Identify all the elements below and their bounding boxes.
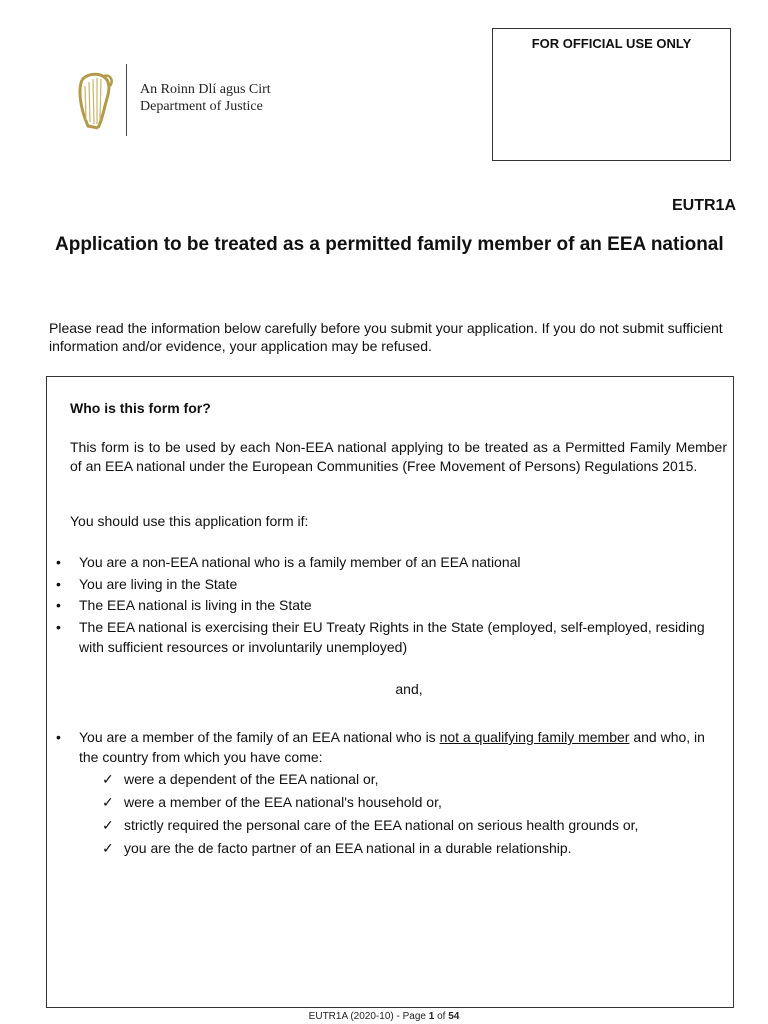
- department-name-irish: An Roinn Dlí agus Cirt: [140, 82, 271, 97]
- form-code: EUTR1A: [671, 197, 736, 214]
- official-use-box: [492, 28, 731, 161]
- check-item: ✓ you are the de facto partner of an EEA national in a durable relationship.: [102, 837, 722, 860]
- harp-icon: [74, 70, 114, 132]
- list-item: • The EEA national is living in the State: [56, 595, 726, 617]
- footer-page-number: 1: [428, 1011, 435, 1022]
- list-item-text: and who, in the country from which you have come:: [79, 729, 705, 765]
- department-logo: [74, 64, 304, 138]
- intro-text: Please read the information below carefully before you submit your application. If you do not submit sufficient information and/or evidence, your application may be refused.: [49, 320, 723, 354]
- list-item: • The EEA national is exercising their EU Treaty Rights in the State (employed, self-employed, residing with sufficient resources or involuntarily unemployed): [56, 617, 726, 657]
- list-item: [56, 727, 726, 767]
- section-heading: Who is this form for?: [70, 400, 211, 416]
- list-item-text: You are a member of the family of an EEA national who is: [79, 729, 440, 745]
- underlined-term: not a qualifying family member: [439, 729, 630, 745]
- section-paragraph: This form is to be used by each Non-EEA national applying to be treated as a Permitted Family Member of an EEA national under the European Communities (Free Movement of Persons) Regulations 2015.: [70, 439, 727, 474]
- footer-of: of: [434, 1011, 449, 1022]
- page-footer: [0, 1011, 768, 1022]
- department-name-english: Department of Justice: [140, 99, 263, 114]
- eligibility-list: [56, 552, 726, 657]
- list-item: • You are a non-EEA national who is a family member of an EEA national: [56, 552, 726, 574]
- use-if-text: You should use this application form if:: [70, 513, 309, 529]
- department-name: [140, 81, 271, 115]
- check-item: ✓ strictly required the personal care of the EEA national on serious health grounds or,: [102, 814, 722, 837]
- list-item: • You are living in the State: [56, 574, 726, 596]
- check-item: ✓ were a member of the EEA national's household or,: [102, 791, 722, 814]
- footer-page-total: 54: [448, 1011, 460, 1022]
- and-connector: and,: [395, 681, 423, 697]
- family-member-list: [56, 727, 726, 767]
- check-item: ✓ were a dependent of the EEA national or,: [102, 768, 722, 791]
- footer-prefix: EUTR1A (2020-10) - Page: [308, 1011, 429, 1022]
- official-use-label: FOR OFFICIAL USE ONLY: [531, 36, 692, 51]
- logo-divider: [126, 64, 127, 136]
- condition-checklist: [102, 768, 722, 860]
- page-title: Application to be treated as a permitted family member of an EEA national: [55, 234, 724, 255]
